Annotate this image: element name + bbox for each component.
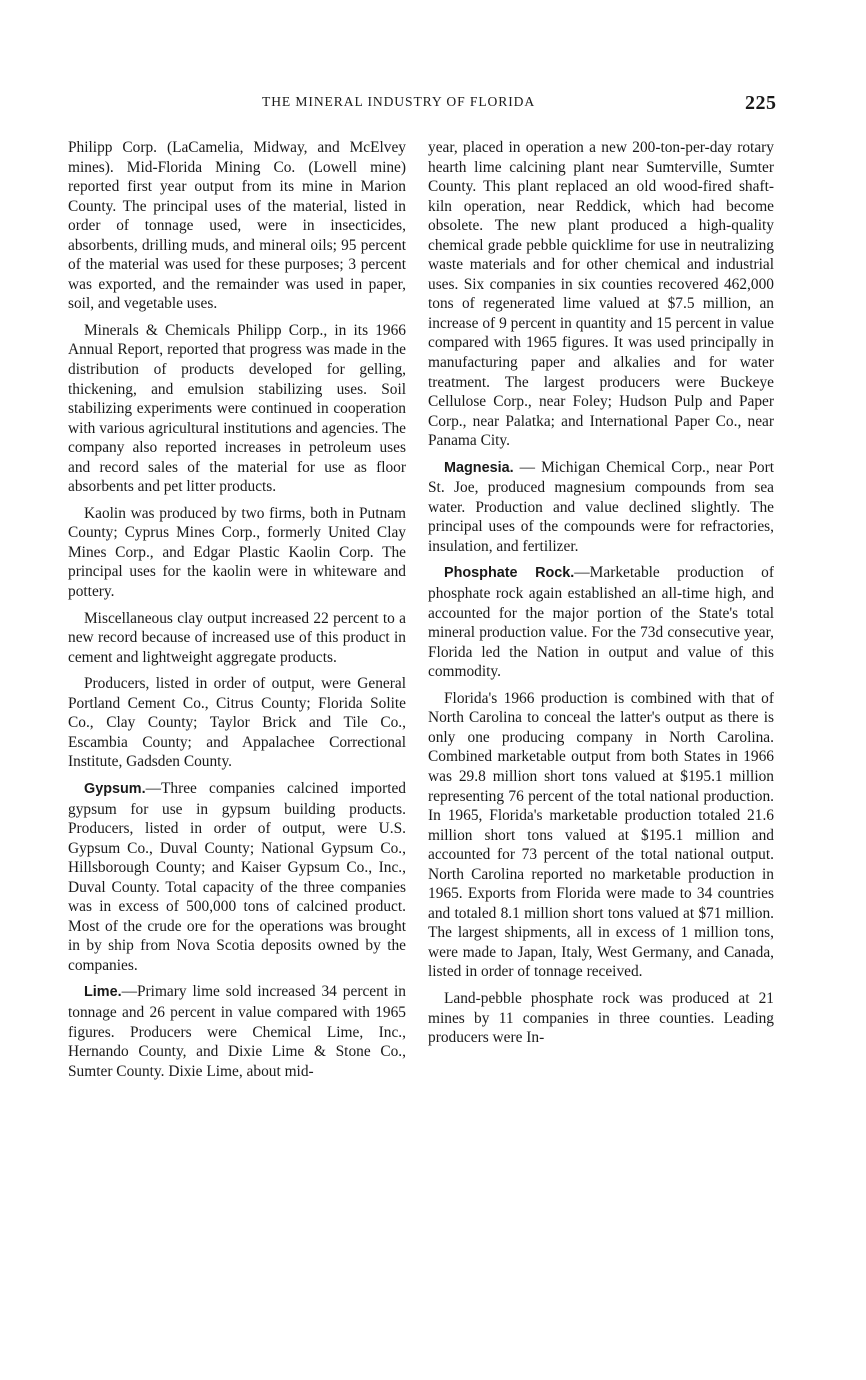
paragraph: Philipp Corp. (LaCamelia, Midway, and McElvey mines). Mid-Florida Mining Co. (Lowell mine) reported first year output from its mine in Marion County. The principal uses of the material, listed in order of tonnage used, were in insecticides, absorbents, drilling muds, and mineral oils; 95 percent of the material was used for these purposes; 3 percent was exported, and the remainder was used in paper, soil, and vegetable uses. [68,139,406,313]
paragraph: Florida's 1966 production is combined with that of North Carolina to conceal the latter's output as there is only one producing company in North Carolina. Combined marketable output from both States in 1966 was 29.8 million short tons valued at $195.1 million representing 76 percent of the total national production. In 1965, Florida's marketable production totaled 21.6 million short tons valued at $195.1 million and accounted for 73 percent of the total national output. North Carolina reported no marketable production in 1965. Exports from Florida were made to 34 countries and totaled 8.1 million short tons valued at $71 million. The largest shipments, all in excess of 1 million tons, were made to Japan, Italy, West Germany, and Canada, listed in order of tonnage received. [428,689,774,981]
page-header [0,92,866,118]
right-column [428,138,774,1055]
phosphate-heading: Phosphate Rock. [444,565,575,582]
gypsum-section [68,779,406,975]
paragraph: Producers, listed in order of output, were General Portland Cement Co., Citrus County; Florida Solite Co., Clay County; Taylor Brick and Tile Co., Escambia County; and Appalachee Correctional Institute, Gadsden County. [68,675,406,771]
phosphate-section [428,563,774,681]
paragraph: Land-pebble phosphate rock was produced at 21 mines by 11 companies in three counties. Leading producers were In- [428,989,774,1047]
paragraph: Miscellaneous clay output increased 22 percent to a new record because of increased use of this product in cement and lightweight aggregate products. [68,609,406,666]
left-column [68,138,406,1088]
lime-text: —Primary lime sold increased 34 percent in tonnage and 26 percent in value compared with 1965 figures. Producers were Chemical Lime, Inc., Hernando County, and Dixie Lime & Stone Co., Sumter County. Dixie Lime, about mid- [68,983,406,1080]
page-number: 225 [745,92,777,114]
paragraph: year, placed in operation a new 200-ton-per-day rotary hearth lime calcining plant near Sumterville, Sumter County. This plant replaced an old wood-fired shaft-kiln operation, near Reddick, which had become obsolete. The new plant produced a high-quality chemical grade pebble quicklime for use in neutralizing waste materials and for other chemical and industrial uses. Six companies in six counties recovered 462,000 tons of regenerated lime valued at $7.5 million, an increase of 9 percent in quantity and 15 percent in value compared with 1965 figures. It was used principally in manufacturing paper and alkalies and for water treatment. The largest producers were Buckeye Cellulose Corp., near Foley; Hudson Pulp and Paper Corp., near Palatka; and International Paper Co., near Panama City. [428,139,774,450]
magnesia-text: — Michigan Chemical Corp., near Port St. Joe, produced magnesium compounds from sea water. Production and value declined slightly. The principal uses of the compounds were for refractories, insulation, and fertilizer. [428,458,774,555]
paragraph: Minerals & Chemicals Philipp Corp., in its 1966 Annual Report, reported that progress was made in the distribution of products developed for gelling, thickening, and emulsion stabilizing uses. Soil stabilizing experiments were continued in cooperation with various agricultural institutions and agencies. The company also reported increases in petroleum uses and record sales of the material for use as floor absorbents and pet litter products. [68,321,406,496]
gypsum-text: —Three companies calcined imported gypsum for use in gypsum building products. Producers, listed in order of output, were U.S. Gypsum Co., Duval County; National Gypsum Co., Hillsborough County; and Kaiser Gypsum Co., Inc., Duval County. Total capacity of the three companies was in excess of 500,000 tons of calcined product. Most of the crude ore for the operations was brought in by ship from Nova Scotia deposits owned by the companies. [68,779,406,974]
paragraph: Kaolin was produced by two firms, both in Putnam County; Cyprus Mines Corp., formerly United Clay Mines Corp., and Edgar Plastic Kaolin Corp. The principal uses for the kaolin were in whiteware and pottery. [68,504,406,601]
magnesia-heading: Magnesia. [444,459,514,476]
magnesia-section [428,458,774,557]
lime-heading: Lime. [84,984,122,1001]
phosphate-text: —Marketable production of phosphate rock again established an all-time high, and accounted for the major portion of the State's total mineral production value. For the 73d consecutive year, Florida led the Nation in output and value of this commodity. [428,564,774,681]
lime-section [68,982,406,1081]
gypsum-heading: Gypsum. [84,780,146,797]
running-title: THE MINERAL INDUSTRY OF FLORIDA [262,94,536,109]
